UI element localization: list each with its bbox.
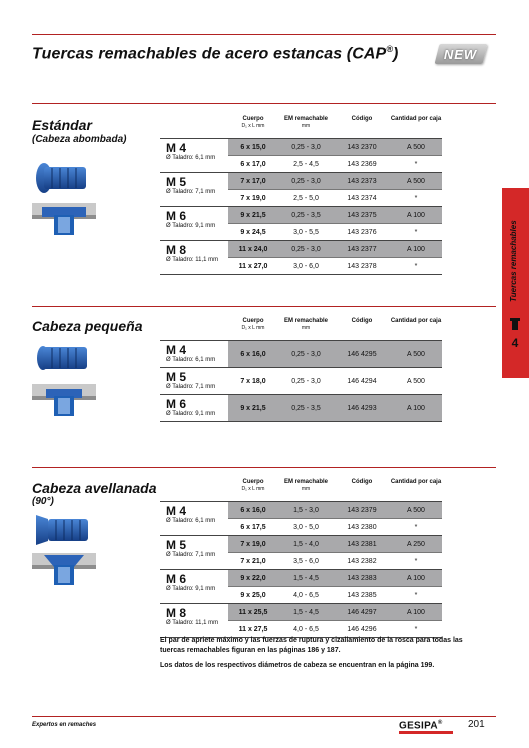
chapter-number: 4 [511,336,519,350]
thread-size: M 6 [166,397,187,411]
size-group [160,340,442,367]
drill-diameter: Ø Taladro: 7,1 mm [166,384,216,390]
size-group [160,535,442,569]
table-row: 7 x 17,0 0,25 - 3,0 143 2373 A 500 [228,173,442,189]
table-header [160,316,442,340]
drill-diameter: Ø Taladro: 6,1 mm [166,518,216,524]
size-group [160,240,442,275]
section-rule [32,103,496,104]
top-rule [32,34,496,35]
page-title: Tuercas remachables de acero estancas (CAP®) [32,44,399,63]
section-title: Estándar [32,117,92,133]
side-tab-label: Tuercas remachables [509,220,518,302]
drill-diameter: Ø Taladro: 6,1 mm [166,155,216,161]
page-number: 201 [468,719,485,730]
header-qty: Cantidad por caja [390,479,442,485]
thread-size: M 4 [166,141,187,155]
rivet-nut-image [32,512,96,548]
table-row: 9 x 21,5 0,25 - 3,5 146 4293 A 100 [228,395,442,421]
drill-diameter: Ø Taladro: 9,1 mm [166,586,216,592]
rivet-cross-section-image [32,203,96,237]
table-row: 6 x 16,0 0,25 - 3,0 146 4295 A 500 [228,341,442,367]
thread-size: M 8 [166,243,187,257]
section-title: Cabeza pequeña [32,318,143,334]
table-row: 9 x 24,5 3,0 - 5,5 143 2376 * [228,223,442,240]
size-group [160,367,442,394]
header-body: Cuerpo D₁ x L mm [241,116,265,129]
footnote-head-diameter: Los datos de los respectivos diámetros de cabeza se encuentran en la página 199. [160,662,435,669]
table-row: 9 x 25,0 4,0 - 6,5 143 2385 * [228,586,442,603]
size-group [160,138,442,172]
section-rule [32,306,496,307]
thread-size: M 5 [166,370,187,384]
drill-diameter: Ø Taladro: 7,1 mm [166,189,216,195]
header-code: Código [351,479,373,485]
footer-tagline: Expertos en remaches [32,722,97,728]
table-row: 6 x 17,5 3,0 - 5,0 143 2380 * [228,518,442,535]
drill-diameter: Ø Taladro: 9,1 mm [166,223,216,229]
size-group [160,394,442,422]
section-title: Cabeza avellanada [32,480,157,496]
logo-underline [399,731,453,734]
size-group [160,603,442,638]
header-code: Código [351,318,373,324]
header-grip: EM remachable mm [283,116,329,129]
header-grip: EM remachable mm [283,318,329,331]
table-row: 9 x 21,5 0,25 - 3,5 143 2375 A 100 [228,207,442,223]
thread-size: M 4 [166,504,187,518]
product-table-standard [160,114,442,275]
drill-diameter: Ø Taladro: 7,1 mm [166,552,216,558]
footer-rule [32,716,496,717]
header-grip: EM remachable mm [283,479,329,492]
section-rule [32,467,496,468]
thread-size: M 4 [166,343,187,357]
table-row: 6 x 16,0 1,5 - 3,0 143 2379 A 500 [228,502,442,518]
table-row: 11 x 27,0 3,0 - 6,0 143 2378 * [228,257,442,274]
thread-size: M 6 [166,572,187,586]
size-group [160,206,442,240]
product-table-small-head [160,316,442,422]
rivet-nut-image [32,160,96,196]
table-row: 7 x 19,0 2,5 - 5,0 143 2374 * [228,189,442,206]
table-row: 6 x 15,0 0,25 - 3,0 143 2370 A 500 [228,139,442,155]
size-group [160,501,442,535]
thread-size: M 8 [166,606,187,620]
header-code: Código [351,116,373,122]
drill-diameter: Ø Taladro: 6,1 mm [166,357,216,363]
rivet-nut-icon [509,318,521,330]
new-badge: NEW [435,44,488,64]
drill-diameter: Ø Taladro: 9,1 mm [166,411,216,417]
header-qty: Cantidad por caja [390,318,442,324]
header-body: Cuerpo D₁ x L mm [241,479,265,492]
section-subtitle: (90°) [32,496,54,507]
rivet-cross-section-image [32,553,96,587]
table-row: 11 x 25,5 1,5 - 4,5 146 4297 A 100 [228,604,442,620]
table-row: 6 x 17,0 2,5 - 4,5 143 2369 * [228,155,442,172]
table-header [160,477,442,501]
table-header [160,114,442,138]
gesipa-logo: GESIPA® [399,720,443,732]
footnote-torque: El par de apriete máximo y las fuerzas de ruptura y cizallamiento de la rosca para todas las tuercas remachables figuran en las páginas 186 y 187. [160,637,463,654]
table-row: 7 x 18,0 0,25 - 3,0 146 4294 A 500 [228,368,442,394]
thread-size: M 5 [166,175,187,189]
rivet-cross-section-image [32,384,96,418]
drill-diameter: Ø Taladro: 11,1 mm [166,257,219,263]
product-table-countersunk [160,477,442,638]
table-row: 11 x 27,5 4,0 - 6,5 146 4296 * [228,620,442,637]
table-row: 7 x 21,0 3,5 - 6,0 143 2382 * [228,552,442,569]
thread-size: M 6 [166,209,187,223]
section-subtitle: (Cabeza abombada) [32,134,127,145]
table-row: 11 x 24,0 0,25 - 3,0 143 2377 A 100 [228,241,442,257]
header-qty: Cantidad por caja [390,116,442,122]
thread-size: M 5 [166,538,187,552]
header-body: Cuerpo D₁ x L mm [241,318,265,331]
size-group [160,172,442,206]
drill-diameter: Ø Taladro: 11,1 mm [166,620,219,626]
size-group [160,569,442,603]
table-row: 9 x 22,0 1,5 - 4,5 143 2383 A 100 [228,570,442,586]
table-row: 7 x 19,0 1,5 - 4,0 143 2381 A 250 [228,536,442,552]
rivet-nut-image [32,340,96,376]
